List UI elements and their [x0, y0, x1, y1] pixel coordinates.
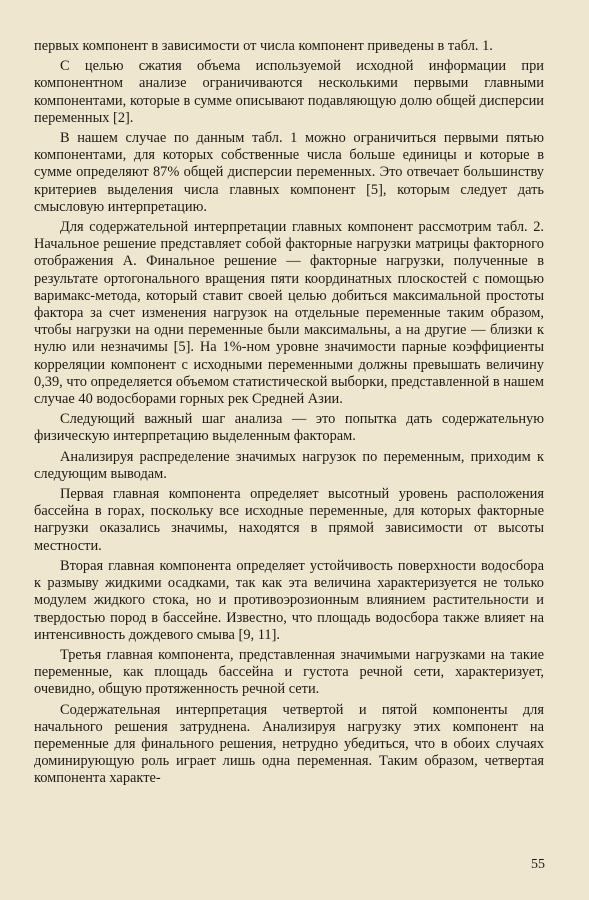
page-number: 55	[531, 857, 545, 872]
paragraph-2: С целью сжатия объема используемой исходной информации при компонентном анализе ограничиваются несколькими первыми главными компонентами, которые в сумме описывают подавляющую долю общей дисперсии переменных [2].	[34, 58, 544, 126]
paragraph-1: первых компонент в зависимости от числа компонент приведены в табл. 1.	[34, 38, 493, 54]
paragraph-3: В нашем случае по данным табл. 1 можно ограничиться первыми пятью компонентами, для которых собственные числа больше единицы и которые в сумме определяют 87% общей дисперсии переменных. Это отвечает большинству критериев выделения числа главных компонент [5], которым следует дать смысловую интерпретацию.	[34, 130, 544, 215]
paragraph-4: Для содержательной интерпретации главных компонент рассмотрим табл. 2. Начальное решение представляет собой факторные нагрузки матрицы факторного отображения А. Финальное решение — факторные нагрузки, полученные в результате ортогонального вращения пяти координатных плоскостей с помощью варимакс-метода, который ставит своей целью добиться максимальной простоты фактора за счет изменения нагрузок на отдельные переменные таким образом, чтобы нагрузки на одни переменные были максимальны, а на другие — близки к нулю или незначимы [5]. На 1%-ном уровне значимости парные коэффициенты корреляции компонент с исходными переменными должны превышать величину 0,39, что определяется объемом статистической выборки, представленной в нашем случае 40 водосборами горных рек Средней Азии.	[34, 219, 544, 408]
paragraph-5: Следующий важный шаг анализа — это попытка дать содержательную физическую интерпретацию выделенным факторам.	[34, 411, 544, 445]
paragraph-10: Содержательная интерпретация четвертой и пятой компоненты для начального решения затруднена. Анализируя нагрузку этих компонент на переменные для финального решения, нетрудно убедиться, что в обоих случаях доминирующую роль играет лишь одна переменная. Таким образом, четвертая компонента характе-	[34, 701, 544, 787]
paragraph-8: Вторая главная компонента определяет устойчивость поверхности водосбора к размыву жидкими осадками, так как эта величина характеризуется не только модулем жидкого стока, но и противоэрозионным влиянием растительности и твердостью пород в бассейне. Известно, что площадь водосбора также влияет на интенсивность дождевого смыва [9, 11].	[34, 557, 544, 643]
paragraph-9: Третья главная компонента, представленная значимыми нагрузками на такие переменные, как площадь бассейна и густота речной сети, характеризует, очевидно, общую протяженность речной сети.	[34, 646, 544, 698]
paragraph-7: Первая главная компонента определяет высотный уровень расположения бассейна в горах, поскольку все исходные переменные, для которых факторные нагрузки оказались значимы, находятся в прямой зависимости от высоты местности.	[34, 486, 544, 554]
paragraph-6: Анализируя распределение значимых нагрузок по переменным, приходим к следующим выводам.	[34, 448, 544, 482]
page-text-column	[34, 38, 544, 791]
